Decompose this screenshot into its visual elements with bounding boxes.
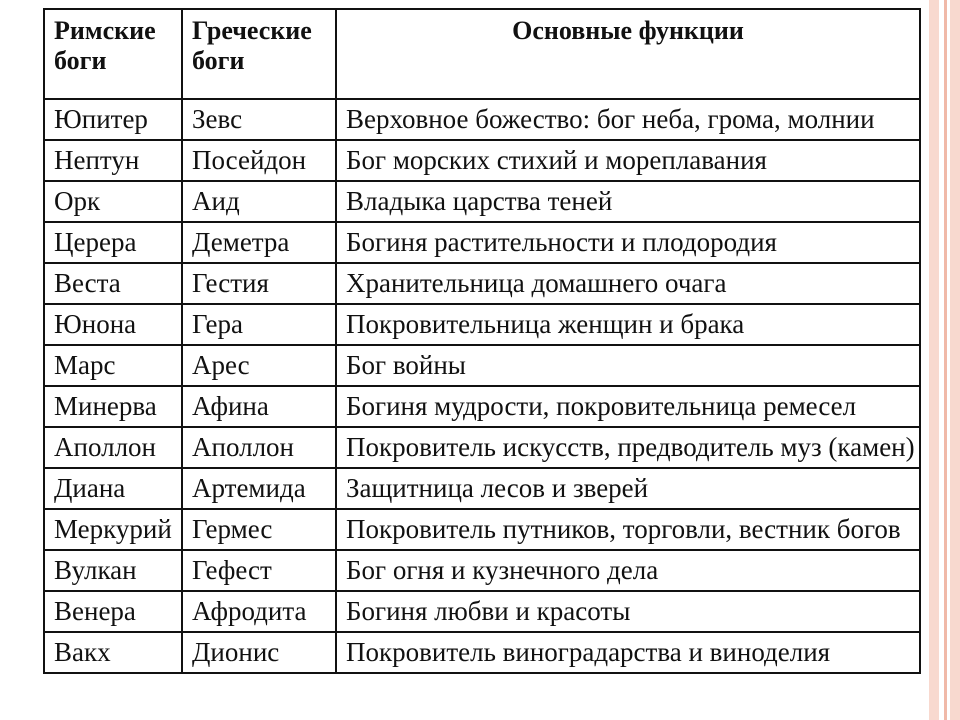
function-cell: Богиня мудрости, покровительница ремесел bbox=[336, 386, 920, 427]
roman-god-cell: Нептун bbox=[44, 140, 182, 181]
function-cell: Богиня любви и красоты bbox=[336, 591, 920, 632]
table-row bbox=[44, 181, 920, 222]
greek-god-cell: Зевс bbox=[182, 99, 336, 140]
greek-god-cell: Гестия bbox=[182, 263, 336, 304]
table-row bbox=[44, 468, 920, 509]
roman-god-cell: Юпитер bbox=[44, 99, 182, 140]
function-cell: Покровитель путников, торговли, вестник богов bbox=[336, 509, 920, 550]
greek-god-cell: Гефест bbox=[182, 550, 336, 591]
roman-god-cell: Меркурий bbox=[44, 509, 182, 550]
function-cell: Хранительница домашнего очага bbox=[336, 263, 920, 304]
decorative-stripe bbox=[944, 0, 947, 720]
table-row bbox=[44, 550, 920, 591]
function-cell: Защитница лесов и зверей bbox=[336, 468, 920, 509]
roman-god-cell: Церера bbox=[44, 222, 182, 263]
header-line: Основные функции bbox=[512, 16, 744, 45]
greek-god-cell: Посейдон bbox=[182, 140, 336, 181]
roman-god-cell: Юнона bbox=[44, 304, 182, 345]
greek-god-cell: Гера bbox=[182, 304, 336, 345]
gods-table bbox=[43, 8, 921, 674]
function-cell: Владыка царства теней bbox=[336, 181, 920, 222]
table-row bbox=[44, 632, 920, 673]
function-cell: Покровитель искусств, предводитель муз (камен) bbox=[336, 427, 920, 468]
decorative-stripe bbox=[950, 0, 960, 720]
roman-god-cell: Аполлон bbox=[44, 427, 182, 468]
greek-god-cell: Дионис bbox=[182, 632, 336, 673]
roman-god-cell: Минерва bbox=[44, 386, 182, 427]
greek-god-cell: Гермес bbox=[182, 509, 336, 550]
function-cell: Бог морских стихий и мореплавания bbox=[336, 140, 920, 181]
table-row bbox=[44, 345, 920, 386]
greek-god-cell: Афродита bbox=[182, 591, 336, 632]
roman-god-cell: Марс bbox=[44, 345, 182, 386]
greek-god-cell: Афина bbox=[182, 386, 336, 427]
decorative-stripe bbox=[929, 0, 939, 720]
function-cell: Бог огня и кузнечного дела bbox=[336, 550, 920, 591]
greek-god-cell: Деметра bbox=[182, 222, 336, 263]
header-line: боги bbox=[54, 45, 107, 75]
table-row bbox=[44, 222, 920, 263]
table-row bbox=[44, 591, 920, 632]
table-row bbox=[44, 263, 920, 304]
header-main-functions bbox=[336, 9, 920, 99]
greek-god-cell: Арес bbox=[182, 345, 336, 386]
table-row bbox=[44, 427, 920, 468]
table-row bbox=[44, 99, 920, 140]
function-cell: Бог войны bbox=[336, 345, 920, 386]
greek-god-cell: Артемида bbox=[182, 468, 336, 509]
roman-god-cell: Венера bbox=[44, 591, 182, 632]
header-greek-gods bbox=[182, 9, 336, 99]
header-roman-gods bbox=[44, 9, 182, 99]
function-cell: Верховное божество: бог неба, грома, молнии bbox=[336, 99, 920, 140]
function-cell: Покровитель виноградарства и виноделия bbox=[336, 632, 920, 673]
greek-god-cell: Аид bbox=[182, 181, 336, 222]
header-line: боги bbox=[192, 45, 245, 75]
table-row bbox=[44, 509, 920, 550]
table-row bbox=[44, 140, 920, 181]
table-body bbox=[44, 99, 920, 673]
function-cell: Богиня растительности и плодородия bbox=[336, 222, 920, 263]
roman-god-cell: Орк bbox=[44, 181, 182, 222]
roman-god-cell: Вакх bbox=[44, 632, 182, 673]
greek-god-cell: Аполлон bbox=[182, 427, 336, 468]
roman-god-cell: Диана bbox=[44, 468, 182, 509]
table-row bbox=[44, 386, 920, 427]
header-line: Римские bbox=[54, 16, 156, 45]
roman-god-cell: Веста bbox=[44, 263, 182, 304]
header-line: Греческие bbox=[192, 16, 312, 45]
table-header-row bbox=[44, 9, 920, 99]
roman-god-cell: Вулкан bbox=[44, 550, 182, 591]
table-row bbox=[44, 304, 920, 345]
function-cell: Покровительница женщин и брака bbox=[336, 304, 920, 345]
